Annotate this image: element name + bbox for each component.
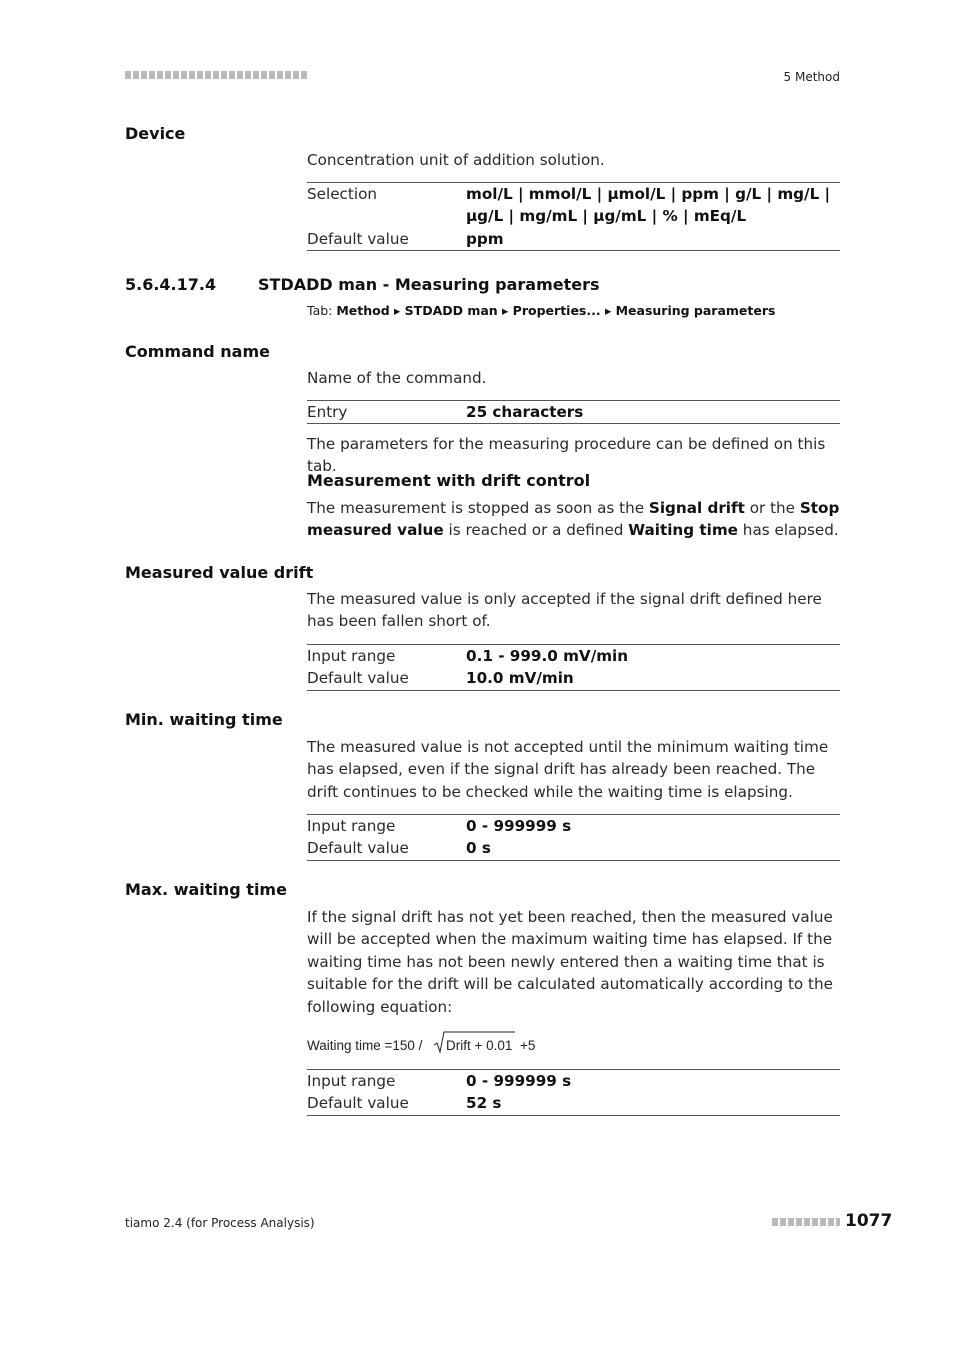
footer-product-name: tiamo 2.4 (for Process Analysis) [125, 1216, 315, 1230]
equation-radicand: Drift + 0.01 [446, 1038, 513, 1053]
device-table [307, 182, 840, 251]
tab-prefix: Tab: [307, 303, 337, 318]
command-name-note: The parameters for the measuring procedure can be defined on this tab. [307, 435, 826, 476]
row-key: Entry [307, 403, 348, 421]
table-row [307, 645, 840, 667]
param-label-min-waiting-time: Min. waiting time [125, 710, 283, 729]
table-row [307, 837, 840, 859]
row-key: Input range [307, 817, 396, 835]
equation-right: +5 [520, 1038, 536, 1053]
row-value: 10.0 mV/min [466, 669, 574, 688]
param-label-max-waiting-time: Max. waiting time [125, 880, 287, 899]
equation-left: Waiting time =150 / [307, 1038, 423, 1053]
section-title: STDADD man - Measuring parameters [258, 275, 600, 294]
device-description: Concentration unit of addition solution. [307, 151, 605, 169]
row-value: 0 s [466, 839, 491, 858]
param-label-measured-value-drift: Measured value drift [125, 563, 314, 582]
drift-control-description: The measurement is stopped as soon as the Signal drift or the Stop measured value is reached or a defined Waiting time has elapsed. [307, 499, 840, 540]
chapter-title: 5 Method [783, 70, 840, 84]
row-key: Input range [307, 647, 396, 665]
subheading-drift-control: Measurement with drift control [307, 471, 591, 490]
measured-value-drift-table [307, 644, 840, 691]
min-waiting-time-table [307, 814, 840, 861]
row-key: Default value [307, 839, 409, 858]
row-value: 52 s [466, 1094, 502, 1113]
tab-navigation-path [307, 303, 775, 318]
row-key: Selection [307, 185, 377, 203]
row-value: ppm [466, 229, 504, 248]
table-row [307, 1092, 840, 1114]
command-name-description: Name of the command. [307, 369, 487, 387]
row-key: Default value [307, 669, 409, 688]
table-row [307, 401, 840, 423]
param-label-device: Device [125, 124, 186, 143]
command-name-table [307, 400, 840, 424]
row-key: Input range [307, 1072, 396, 1090]
row-value: 0 - 999999 s [466, 1072, 572, 1090]
row-key: Default value [307, 229, 409, 248]
max-waiting-time-description: If the signal drift has not yet been reached, then the measured value will be accepted when the maximum waiting time has elapsed. If the waiting time has not been newly entered then a waiting time that is suitable for the drift will be calculated automatically according to the following equation: [307, 908, 833, 1016]
param-label-command-name: Command name [125, 342, 270, 361]
table-row [307, 815, 840, 837]
min-waiting-time-description: The measured value is not accepted until the minimum waiting time has elapsed, even if the signal drift has already been reached. The drift continues to be checked while the waiting time is elapsing. [307, 738, 829, 801]
row-value: mol/L | mmol/L | µmol/L | ppm | g/L | mg/L | µg/L | mg/mL | µg/mL | % | mEq/L [466, 185, 831, 226]
tab-path: Method ▸ STDADD man ▸ Properties... ▸ Measuring parameters [336, 303, 776, 318]
waiting-time-equation [307, 1030, 547, 1056]
row-key: Default value [307, 1094, 409, 1113]
page-number: 1077 [845, 1211, 893, 1231]
max-waiting-time-table [307, 1069, 840, 1116]
table-row [307, 228, 840, 250]
table-row [307, 1070, 840, 1092]
row-value: 0.1 - 999.0 mV/min [466, 647, 629, 665]
row-value: 25 characters [466, 403, 584, 421]
table-row [307, 667, 840, 689]
header-decoration [125, 71, 307, 79]
section-number: 5.6.4.17.4 [125, 275, 217, 294]
row-value: 0 - 999999 s [466, 817, 572, 835]
footer-decoration [772, 1218, 840, 1226]
measured-value-drift-description: The measured value is only accepted if the signal drift defined here has been fallen short of. [307, 590, 822, 631]
table-row [307, 183, 840, 228]
